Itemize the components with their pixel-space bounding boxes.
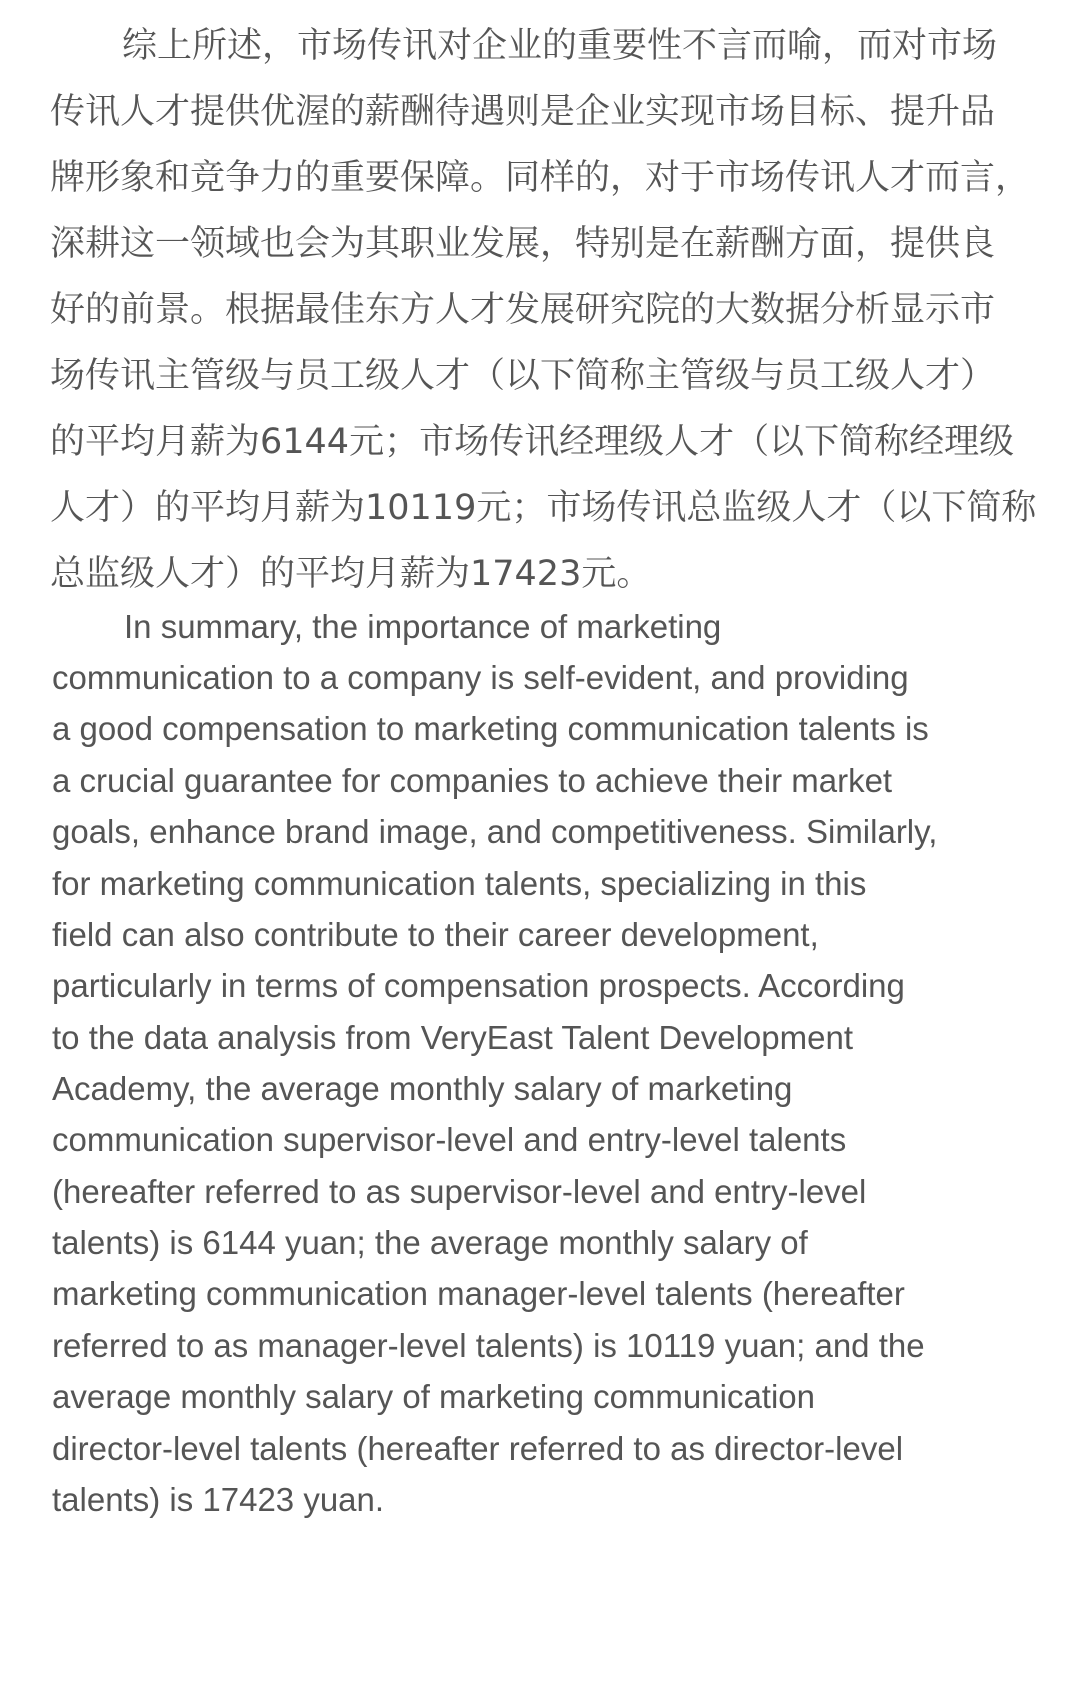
paragraph-line: particularly in terms of compensation prospects. According	[52, 967, 905, 1004]
paragraph-line: talents) is 6144 yuan; the average monthly salary of	[52, 1224, 808, 1261]
paragraph-line: 人才）的平均月薪为10119元；市场传讯总监级人才（以下简称	[50, 488, 1037, 528]
paragraph-line: referred to as manager-level talents) is 10119 yuan; and the	[52, 1327, 925, 1364]
paragraph-line: Academy, the average monthly salary of marketing	[52, 1070, 793, 1107]
paragraph-line: 综上所述，市场传讯对企业的重要性不言而喻，而对市场	[122, 26, 998, 66]
paragraph-line: 的平均月薪为6144元；市场传讯经理级人才（以下简称经理级	[50, 422, 1015, 462]
paragraph-line: communication to a company is self-evident, and providing	[52, 659, 909, 696]
paragraph-line: In summary, the importance of marketing	[124, 608, 722, 645]
paragraph-line: for marketing communication talents, specializing in this	[52, 865, 867, 902]
paragraph-line: a good compensation to marketing communication talents is	[52, 710, 929, 747]
paragraph-line: talents) is 17423 yuan.	[52, 1481, 385, 1518]
paragraph-line: 牌形象和竞争力的重要保障。同样的，对于市场传讯人才而言，	[50, 158, 1031, 198]
paragraph-line: goals, enhance brand image, and competitiveness. Similarly,	[52, 813, 938, 850]
paragraph-line: (hereafter referred to as supervisor-level and entry-level	[52, 1173, 867, 1210]
paragraph-line: 传讯人才提供优渥的薪酬待遇则是企业实现市场目标、提升品	[50, 92, 996, 132]
paragraph-line: to the data analysis from VeryEast Talent Development	[52, 1019, 853, 1056]
paragraph-line: 总监级人才）的平均月薪为17423元。	[50, 554, 652, 594]
paragraph-line: marketing communication manager-level talents (hereafter	[52, 1275, 905, 1312]
paragraph-line: director-level talents (hereafter referred to as director-level	[52, 1430, 904, 1467]
paragraph-line: 场传讯主管级与员工级人才（以下简称主管级与员工级人才）	[50, 356, 996, 396]
paragraph-line: a crucial guarantee for companies to achieve their market	[52, 762, 893, 799]
paragraph-line: 好的前景。根据最佳东方人才发展研究院的大数据分析显示市	[50, 290, 996, 330]
paragraph-line: communication supervisor-level and entry-level talents	[52, 1121, 847, 1158]
paragraph-line: 深耕这一领域也会为其职业发展，特别是在薪酬方面，提供良	[50, 224, 996, 264]
paragraph-line: field can also contribute to their career development,	[52, 916, 819, 953]
paragraph-line: average monthly salary of marketing communication	[52, 1378, 816, 1415]
